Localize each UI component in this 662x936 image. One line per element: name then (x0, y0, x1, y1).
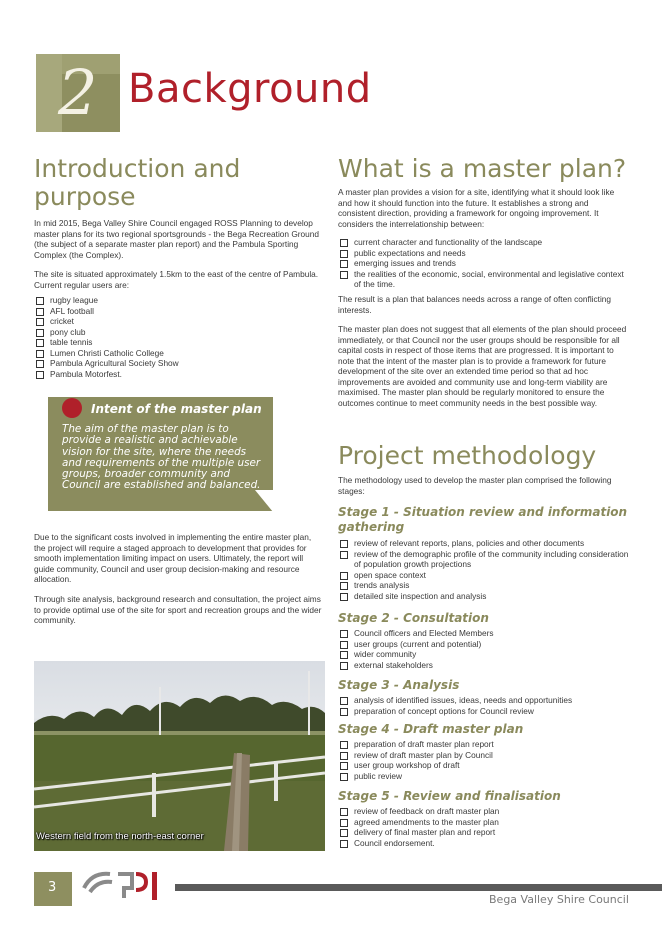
stage-3-list (338, 695, 630, 716)
list-item: review of the demographic profile of the community including consideration of population growth projections (338, 549, 630, 570)
checkbox-icon (36, 360, 44, 368)
methodology-heading: Project methodology (338, 441, 597, 470)
list-item: the realities of the economic, social, environmental and legislative context of the time. (338, 269, 628, 290)
list-item: open space context (338, 570, 630, 581)
checkbox-icon (340, 662, 348, 670)
photo-caption: Western field from the north-east corner (36, 831, 204, 842)
stage-2-list (338, 628, 630, 670)
chapter-title: Background (128, 66, 372, 112)
checkbox-icon (340, 741, 348, 749)
chapter-number: 2 (58, 56, 98, 129)
intro-paragraph-1: In mid 2015, Bega Valley Shire Council engaged ROSS Planning to develop master plans for its two regional sportsgrounds - the Bega Recreation Ground (the subject of a separate master plan report) and the Pambula Sporting Complex (the Complex). (34, 218, 320, 260)
list-item: Council endorsement. (338, 838, 630, 849)
council-logo-icon (80, 868, 166, 904)
callout-body: The aim of the master plan is to provide a realistic and achievable vision for the site, where the needs and requirements of the multiple user groups, broader community and Council are established and balanced. (62, 423, 261, 492)
list-item: Lumen Christi Catholic College (34, 348, 322, 359)
master-plan-paragraph-2: The result is a plan that balances needs across a range of often conflicting interests. (338, 294, 612, 315)
chapter-number-block (36, 54, 120, 132)
callout-corner (255, 490, 273, 512)
checkbox-icon (36, 371, 44, 379)
list-item: review of relevant reports, plans, policies and other documents (338, 538, 630, 549)
list-item: Council officers and Elected Members (338, 628, 630, 639)
list-item: review of draft master plan by Council (338, 750, 630, 761)
checkbox-icon (340, 572, 348, 580)
checkbox-icon (340, 593, 348, 601)
list-item: user groups (current and potential) (338, 639, 630, 650)
master-plan-paragraph-3: The master plan does not suggest that all elements of the plan should proceed immediately, or that Council nor the user groups should be responsible for all capital costs in respect of those items that are progressed. It is important to note that the intent of the master plan is to provide a framework for future development of the site over an extended time period so that ad hoc improvements are avoided and community use and long-term viability are maximised. The master plan should be regularly monitored to ensure the outcomes continue to meet community needs in the best possible way. (338, 324, 627, 408)
checkbox-icon (36, 350, 44, 358)
stage-5-list (338, 806, 630, 848)
intro-paragraph-3: Due to the significant costs involved in implementing the entire master plan, the project will require a staged approach to development that provides for smooth implementation limiting impact on users. Ultimately, the report will guide community, Council and user group decision-making and resource allocation. (34, 532, 312, 584)
list-item: emerging issues and trends (338, 258, 628, 269)
list-item: preparation of concept options for Council review (338, 706, 630, 717)
users-list (34, 295, 322, 379)
photo-illustration (34, 661, 325, 851)
checkbox-icon (340, 840, 348, 848)
sportsground-photo (34, 661, 325, 851)
list-item: review of feedback on draft master plan (338, 806, 630, 817)
list-item: public review (338, 771, 630, 782)
master-plan-heading: What is a master plan? (338, 154, 627, 183)
callout-dot-icon (62, 398, 82, 418)
checkbox-icon (340, 641, 348, 649)
stage-5-title: Stage 5 - Review and finalisation (338, 789, 561, 803)
checkbox-icon (340, 752, 348, 760)
checkbox-icon (340, 773, 348, 781)
list-item: pony club (34, 327, 322, 338)
intro-paragraph-4: Through site analysis, background research and consultation, the project aims to provide optimal use of the site for sport and recreation groups and the wider community. (34, 594, 322, 625)
checkbox-icon (340, 762, 348, 770)
checkbox-icon (340, 551, 348, 559)
list-item: rugby league (34, 295, 322, 306)
list-item: Pambula Agricultural Society Show (34, 358, 322, 369)
page-number: 3 (48, 880, 57, 895)
list-item: table tennis (34, 337, 322, 348)
checkbox-icon (340, 651, 348, 659)
checkbox-icon (36, 308, 44, 316)
list-item: Pambula Motorfest. (34, 369, 322, 380)
checkbox-icon (340, 708, 348, 716)
list-item: preparation of draft master plan report (338, 739, 630, 750)
checkbox-icon (340, 260, 348, 268)
list-item: analysis of identified issues, ideas, needs and opportunities (338, 695, 630, 706)
list-item: wider community (338, 649, 630, 660)
stage-2-title: Stage 2 - Consultation (338, 611, 489, 625)
checkbox-icon (36, 318, 44, 326)
list-item: delivery of final master plan and report (338, 827, 630, 838)
intro-heading: Introduction and purpose (34, 154, 241, 211)
list-item: cricket (34, 316, 322, 327)
checkbox-icon (36, 329, 44, 337)
checkbox-icon (340, 819, 348, 827)
footer-brand: Bega Valley Shire Council (489, 893, 629, 906)
checkbox-icon (340, 239, 348, 247)
checkbox-icon (340, 582, 348, 590)
list-item: user group workshop of draft (338, 760, 630, 771)
callout-title: Intent of the master plan (91, 402, 262, 416)
master-plan-paragraph-1: A master plan provides a vision for a site, identifying what it should look like and how it should function into the future. It establishes a strong and consistent direction, providing a framework for ongoing improvement. It considers the interrelationship between: (338, 187, 615, 229)
checkbox-icon (340, 250, 348, 258)
footer-rule (175, 884, 662, 891)
list-item: AFL football (34, 306, 322, 317)
stage-3-title: Stage 3 - Analysis (338, 678, 460, 692)
checkbox-icon (36, 339, 44, 347)
list-item: external stakeholders (338, 660, 630, 671)
checkbox-icon (340, 808, 348, 816)
checkbox-icon (340, 630, 348, 638)
checkbox-icon (340, 829, 348, 837)
intro-paragraph-2: The site is situated approximately 1.5km to the east of the centre of Pambula. Current regular users are: (34, 269, 319, 290)
checkbox-icon (340, 697, 348, 705)
list-item: current character and functionality of the landscape (338, 237, 628, 248)
list-item: public expectations and needs (338, 248, 628, 259)
list-item: agreed amendments to the master plan (338, 817, 630, 828)
checkbox-icon (340, 271, 348, 279)
stage-1-list (338, 538, 630, 601)
stage-1-title: Stage 1 - Situation review and information gathering (338, 505, 628, 534)
stage-4-title: Stage 4 - Draft master plan (338, 722, 524, 736)
list-item: trends analysis (338, 580, 630, 591)
checkbox-icon (36, 297, 44, 305)
methodology-intro: The methodology used to develop the master plan comprised the following stages: (338, 475, 612, 496)
list-item: detailed site inspection and analysis (338, 591, 630, 602)
stage-4-list (338, 739, 630, 781)
master-plan-list (338, 237, 628, 290)
checkbox-icon (340, 540, 348, 548)
